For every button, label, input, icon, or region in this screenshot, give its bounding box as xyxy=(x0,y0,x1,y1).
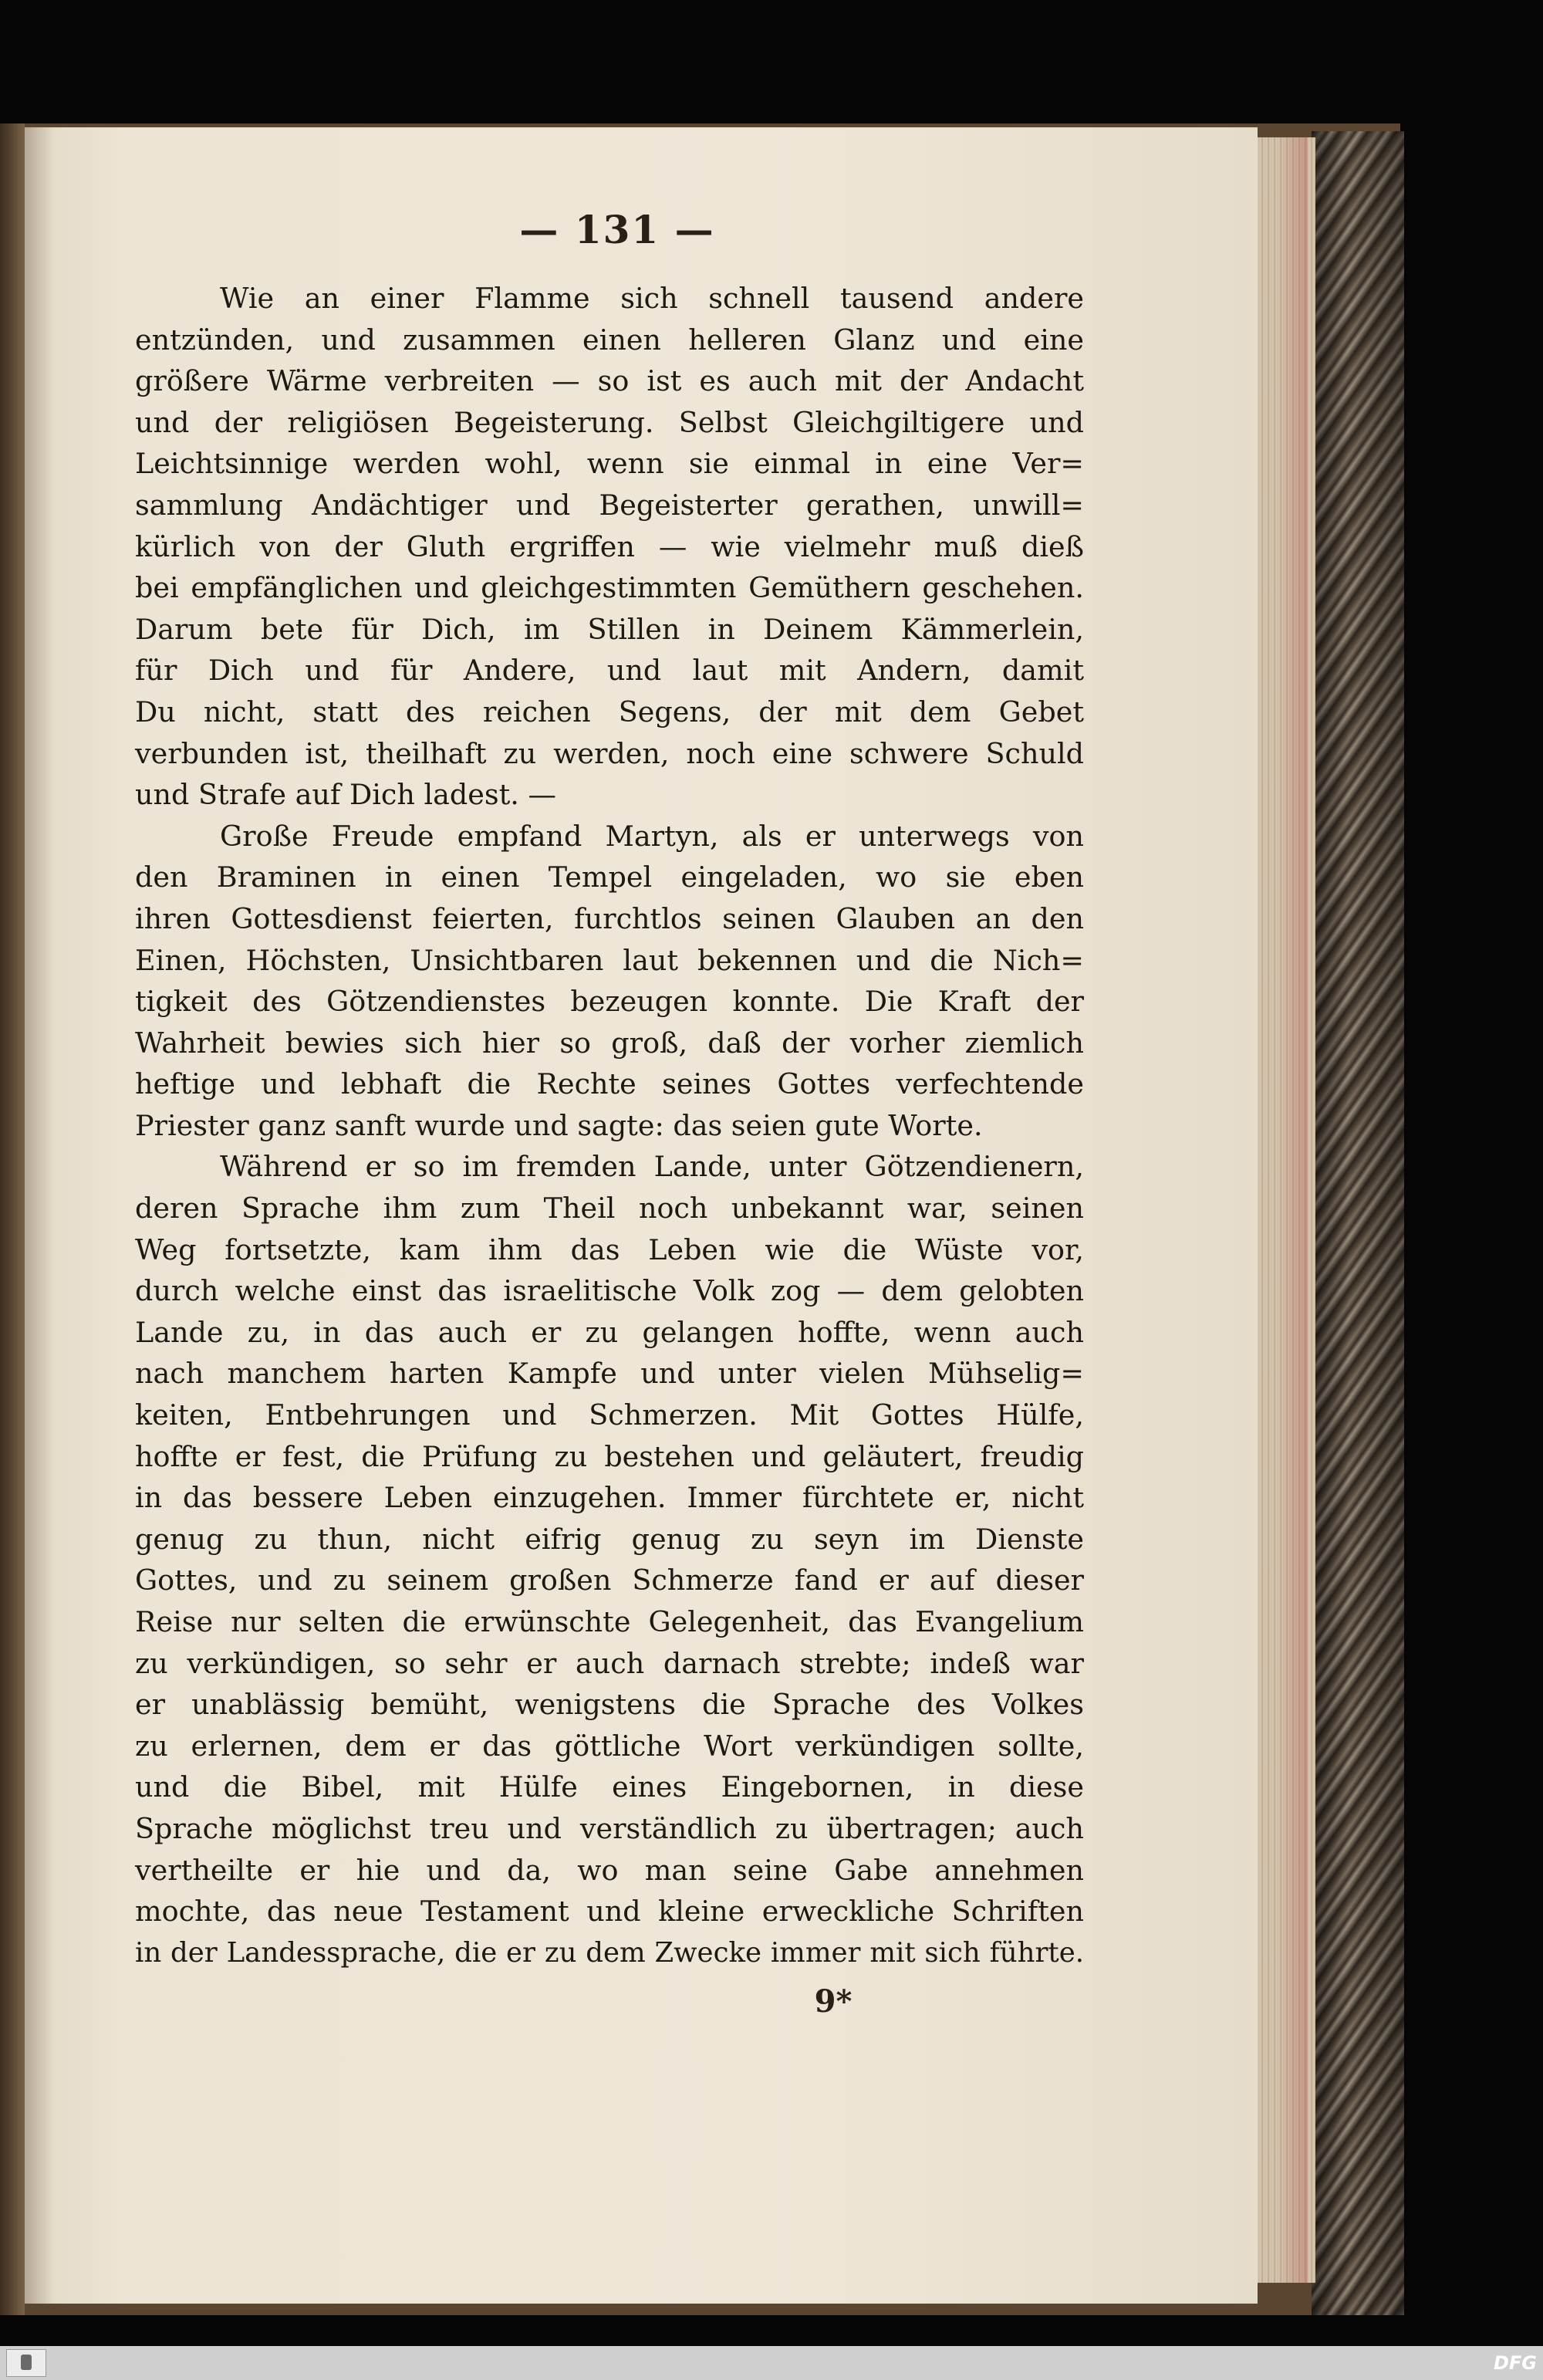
text-line: er unablässig bemüht, wenigstens die Sprache des Volkes xyxy=(135,1688,1084,1722)
viewer-footer-bar xyxy=(0,2346,1543,2380)
text-line: Du nicht, statt des reichen Segens, der mit dem Gebet xyxy=(135,695,1084,729)
text-line: Wahrheit bewies sich hier so groß, daß der vorher ziemlich xyxy=(135,1026,1084,1060)
text-line: deren Sprache ihm zum Theil noch unbekannt war, seinen xyxy=(135,1192,1084,1225)
text-line: ihren Gottesdienst feierten, furchtlos seinen Glauben an den xyxy=(135,901,1084,935)
spine-strip xyxy=(0,123,25,2315)
text-line: Während er so im fremden Lande, unter Götzendienern, xyxy=(220,1150,1084,1184)
text-line: zu erlernen, dem er das göttliche Wort verkündigen sollte, xyxy=(135,1729,1084,1763)
text-line: tigkeit des Götzendienstes bezeugen konnte. Die Kraft der xyxy=(135,985,1084,1019)
text-line: nach manchem harten Kampfe und unter vielen Mühselig= xyxy=(135,1357,1084,1391)
text-line: entzünden, und zusammen einen helleren Glanz und eine xyxy=(135,323,1084,357)
text-line: Darum bete für Dich, im Stillen in Deinem Kämmerlein, xyxy=(135,612,1084,646)
text-line: kürlich von der Gluth ergriffen — wie vielmehr muß dieß xyxy=(135,529,1084,563)
text-line: genug zu thun, nicht eifrig genug zu seyn im Dienste xyxy=(135,1522,1084,1556)
marbled-shade xyxy=(1312,131,1404,2315)
text-line: heftige und lebhaft die Rechte seines Gottes verfechtende xyxy=(135,1067,1084,1101)
page-fore-edge-tint xyxy=(1277,137,1308,2283)
text-line: mochte, das neue Testament und kleine erweckliche Schriften xyxy=(135,1895,1084,1929)
text-line: Reise nur selten die erwünschte Gelegenheit, das Evangelium xyxy=(135,1605,1084,1638)
text-line: Große Freude empfand Martyn, als er unterwegs von xyxy=(220,819,1084,853)
text-line: bei empfänglichen und gleichgestimmten Gemüthern geschehen. xyxy=(135,571,1084,605)
text-line: für Dich und für Andere, und laut mit Andern, damit xyxy=(135,654,1084,688)
text-line: Leichtsinnige werden wohl, wenn sie einmal in eine Ver= xyxy=(135,447,1084,481)
text-line: Priester ganz sanft wurde und sagte: das seien gute Worte. xyxy=(135,1108,983,1142)
text-line: zu verkündigen, so sehr er auch darnach strebte; indeß war xyxy=(135,1646,1084,1680)
text-line: in der Landessprache, die er zu dem Zwecke immer mit sich führte. xyxy=(135,1936,1084,1969)
library-logo-icon xyxy=(6,2349,46,2377)
text-line: hoffte er fest, die Prüfung zu bestehen und geläutert, freudig xyxy=(135,1439,1084,1473)
text-line: vertheilte er hie und da, wo man seine Gabe annehmen xyxy=(135,1853,1084,1887)
text-line: durch welche einst das israelitische Volk zog — dem gelobten xyxy=(135,1274,1084,1308)
text-line: größere Wärme verbreiten — so ist es auch mit der Andacht xyxy=(135,364,1084,398)
text-line: Einen, Höchsten, Unsichtbaren laut bekennen und die Nich= xyxy=(135,943,1084,977)
text-line: Sprache möglichst treu und verständlich zu übertragen; auch xyxy=(135,1811,1084,1845)
body-text xyxy=(135,278,1084,1973)
text-line: und der religiösen Begeisterung. Selbst Gleichgiltigere und xyxy=(135,405,1084,439)
text-line: Lande zu, in das auch er zu gelangen hoffte, wenn auch xyxy=(135,1315,1084,1349)
page-number: — 131 — xyxy=(519,207,715,252)
text-line: in das bessere Leben einzugehen. Immer fürchtete er, nicht xyxy=(135,1481,1084,1515)
text-line: Weg fortsetzte, kam ihm das Leben wie die Wüste vor, xyxy=(135,1232,1084,1266)
text-line: und Strafe auf Dich ladest. — xyxy=(135,778,556,812)
signature-mark: 9* xyxy=(814,1983,853,2020)
text-line: Gottes, und zu seinem großen Schmerze fand er auf dieser xyxy=(135,1564,1084,1597)
text-line: verbunden ist, theilhaft zu werden, noch eine schwere Schuld xyxy=(135,736,1084,770)
text-line: und die Bibel, mit Hülfe eines Eingebornen, in diese xyxy=(135,1770,1084,1804)
text-line: sammlung Andächtiger und Begeisterter gerathen, unwill= xyxy=(135,488,1084,522)
text-line: keiten, Entbehrungen und Schmerzen. Mit Gottes Hülfe, xyxy=(135,1398,1084,1432)
text-line: den Braminen in einen Tempel eingeladen, wo sie eben xyxy=(135,860,1084,894)
dfg-logo: DFG xyxy=(1493,2352,1537,2374)
text-line: Wie an einer Flamme sich schnell tausend andere xyxy=(220,282,1084,315)
gutter-shadow xyxy=(23,127,54,2304)
